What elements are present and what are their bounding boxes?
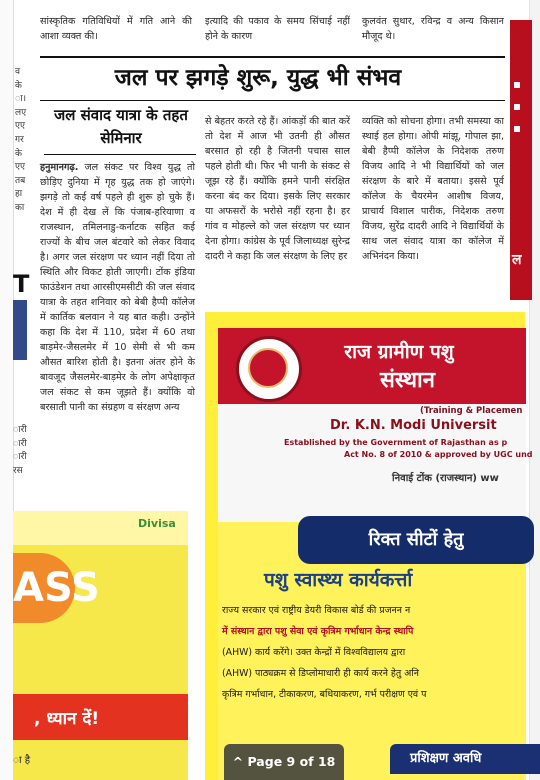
left-fragment: हा (15, 189, 23, 200)
divisa-orange-shape: ASS (13, 553, 75, 623)
ad-body-line: राज्य सरकार एवं राष्ट्रीय डेयरी विकास बोर्ड की प्रजनन न (222, 605, 411, 616)
divisa-logo: Divisa (138, 517, 176, 530)
left-page-edge (0, 0, 14, 780)
subheadline: जल संवाद यात्रा के तहत सेमिनार (54, 106, 188, 147)
article-column-2: से बेहतर करते रहे हैं। आंकड़ों की बात करें तो देश में आज भी उतनी ही औसत बरसात हो रही है जितनी पचास साल पहले होती थी। फिर भी पानी के संकट से जूझ रहे हैं। क्योंकि हमने पानी संरक्षित करना बंद कर दिया। इसके लिए सरकार या अफसरों के भरोसे नहीं रहना है। हर गांव व मोहल्ले को जल संरक्षण पर ध्यान देना होगा। कांग्रेस के पूर्व जिलाध्यक्ष सुरेन्द्र दादरी ने कहा कि जल संरक्षण के लिए हर (205, 116, 350, 262)
ad-body-line: में संस्थान द्वारा पशु सेवा एवं कृत्रिम गर्भाधान केन्द्र स्थापि (222, 626, 414, 637)
ad-body-line: (AHW) कार्य करेंगे। उक्त केन्द्रों में विश्वविद्यालय द्वारा (222, 647, 406, 658)
left-fragment-column (15, 66, 29, 216)
left-fragment: रस (13, 465, 23, 476)
article-column-3: व्यक्ति को सोचना होगा। तभी समस्या का स्थाई हल होगा। ओपी मांझू, गोपाल झा, बेबी हैप्पी कॉलेज के निदेशक तरुण विजय आदि ने भी विद्यार्थियों को जल संरक्षण के बारे में बताया। इससे पूर्व कॉलेज के चैयरमेन आशीष विजय, प्राचार्य विशाल पारीक, निदेशक तरुण विजय, सुरेंद्र दादरी आदि ने विद्यार्थियों के साथ जल संवाद यात्रा का कॉलेज में अभिनंदन किया। (362, 116, 504, 262)
headline-rule (40, 100, 505, 101)
left-fragment-column-2 (13, 424, 29, 478)
established-line-2: Act No. 8 of 2010 & approved by UGC und (344, 450, 533, 459)
university-name: Dr. K.N. Modi Universit (330, 418, 497, 433)
left-fragment: ारी (13, 425, 27, 435)
training-duration-button[interactable]: प्रशिक्षण अवधि (390, 744, 540, 774)
subheadline-rule (44, 154, 196, 155)
right-advert-dot (514, 126, 520, 132)
institute-name-line-2: संस्थान (380, 368, 435, 393)
top-rule (40, 56, 505, 58)
left-fragment: ा। (15, 94, 27, 105)
article-column-1 (40, 160, 195, 415)
dateline: हनुमानगढ़. (40, 162, 79, 173)
ad-body-line: कृत्रिम गर्भाधान, टीकाकरण, बधियाकरण, गर्भ परीक्षण एवं प (222, 689, 427, 700)
page-indicator-button[interactable]: ^ Page 9 of 18 (224, 744, 344, 780)
right-advert-dot (514, 104, 520, 110)
position-title: पशु स्वास्थ्य कार्यकर्त्ता (264, 569, 413, 591)
training-label: (Training & Placemen (420, 406, 523, 416)
established-line-1: Established by the Government of Rajasthan as p (284, 438, 508, 447)
left-fragment: ारी (13, 452, 27, 463)
left-fragment: के (15, 80, 22, 91)
left-fragment: तब (15, 175, 26, 186)
right-advert-dot (514, 82, 520, 88)
vacancy-banner: रिक्त सीटों हेतु (298, 516, 534, 564)
top-column-1: सांस्कृतिक गतिविधियों में गति आने की आशा व्यक्त की। (40, 16, 192, 42)
left-photo-strip (13, 300, 27, 360)
left-fragment: एए (15, 162, 25, 173)
institute-ad-body (222, 600, 538, 705)
left-fragment: के (15, 148, 22, 159)
left-fragment: लए (15, 107, 27, 118)
left-big-letter: T (13, 270, 30, 298)
left-fragment: गर (15, 134, 24, 145)
ad-body-line: (AHW) पाठ्यक्रम से डिप्लोमाधारी ही कार्य करने हेतु अनि (222, 668, 419, 679)
top-column-3: कुलवंत सुथार, रविन्द्र व अन्य किसान मौजूद थे। (362, 16, 504, 42)
right-advert-char: ल (512, 252, 522, 268)
left-fragment: व (15, 67, 21, 77)
top-column-2: इत्यादि की पकाव के समय सिंचाई नहीं होने के कारण (205, 16, 350, 42)
article-body-1: जल संकट पर विश्व युद्ध तो छोड़िए दुनिया में गृह युद्ध तक हो जाएंगे। झगड़े तो कई वर्ष पहले ही शुरू हो चुके हैं। देश में ही देख लें कि पंजाब-हरियाणा व राजस्थान, तमिलनाडु-कर्नाटक सहित कई राज्यों के बीच जल बंटवारे को लेकर विवाद है। अगर जल संरक्षण पर ध्यान नहीं दिया तो स्थिति और विकट होती जाएगी। टोंक इंडिया फाउंडेशन तथा आरसीएमसीटी की जल संवाद यात्रा के तहत शनिवार को बेबी हैप्पी कॉलेज में कार्तिक बलवान ने यह बात कही। उन्होंने कहा कि देश में 110, प्रदेश में 60 तथा बाड़मेर-जैसलमेर में 10 सेमी से भी कम औसत बारिश होती है। इतना अंतर होने के बावजूद जैसलमेर-बाड़मेर के लोग अपेक्षाकृत जल संकट से कम जूझते हैं। क्योंकि वो बरसाती पानी का संग्रहण व संरक्षण अन्य (40, 162, 195, 413)
institute-name-line-1: राज ग्रामीण पशु (344, 341, 454, 363)
left-fragment: का (15, 202, 25, 213)
divisa-ribbon-text: , ध्यान दें! (34, 709, 100, 729)
divisa-bottom-text: ा है (13, 755, 31, 766)
headline: जल पर झगड़े शुरू, युद्ध भी संभव (114, 65, 402, 91)
left-fragment: ारी (13, 438, 27, 449)
left-fragment: एए (15, 121, 25, 132)
location-line: निवाई टोंक (राजस्थान) ww (392, 473, 499, 484)
